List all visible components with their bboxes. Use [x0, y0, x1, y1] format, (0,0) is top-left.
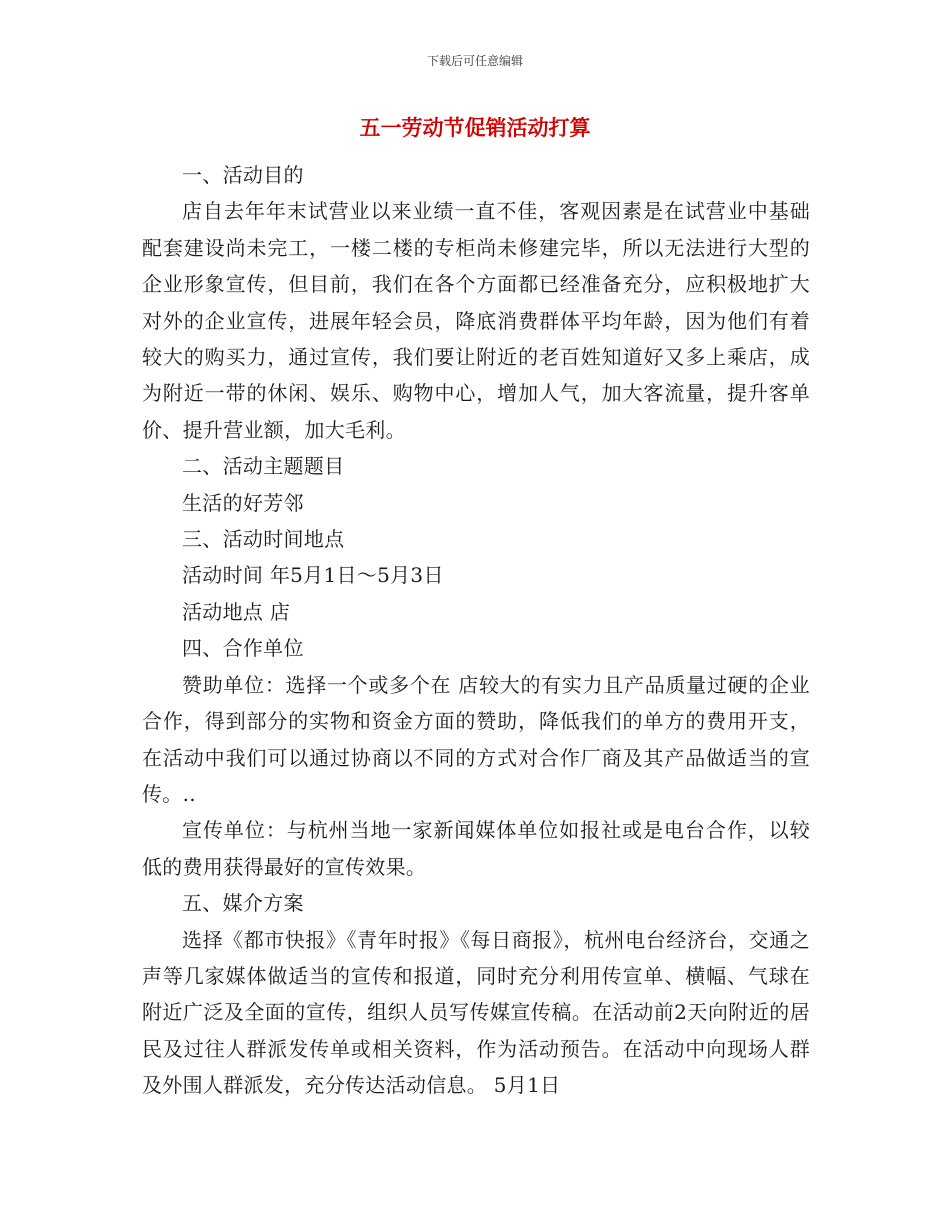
page-header-note: 下载后可任意编辑	[426, 54, 523, 68]
section-heading-media-plan: 五、媒介方案	[182, 891, 304, 916]
section-heading-partners: 四、合作单位	[182, 636, 304, 661]
paragraph-place: 活动地点 店	[182, 599, 291, 624]
section-heading-theme: 二、活动主题题目	[182, 454, 345, 479]
paragraph-media-plan: 选择《都市快报》《青年时报》《每日商报》，杭州电台经济台，交通之声等几家媒体做适当的宣传和报道，同时充分利用传宣单、横幅、气球在附近广泛及全面的宣传，组织人员写传媒宣传稿。在活动前2天向附近的居民及过往人群派发传单或相关资料，作为活动预告。在活动中向现场人群及外围人群派发，充分传达活动信息。 5月1日	[142, 927, 810, 1098]
paragraph-media-partners: 宣传单位：与杭州当地一家新闻媒体单位如报社或是电台合作，以较低的费用获得最好的宣传效果。	[142, 818, 810, 879]
paragraph-time: 活动时间 年5月1日～5月3日	[182, 563, 444, 588]
paragraph-sponsors: 赞助单位：选择一个或多个在 店较大的有实力且产品质量过硬的企业合作，得到部分的实物和资金方面的赞助，降低我们的单方的费用开支，在活动中我们可以通过协商以不同的方式对合作厂商及其产品做适当的宣传。..	[142, 672, 810, 806]
section-heading-purpose: 一、活动目的	[182, 163, 304, 187]
section-heading-time-place: 三、活动时间地点	[182, 527, 345, 552]
paragraph-theme: 生活的好芳邻	[182, 490, 304, 515]
document-body	[142, 157, 810, 1104]
document-title: 五一劳动节促销活动打算	[359, 116, 591, 140]
paragraph-purpose: 店自去年年末试营业以来业绩一直不佳，客观因素是在试营业中基础配套建设尚未完工，一楼二楼的专柜尚未修建完毕，所以无法进行大型的企业形象宣传，但目前，我们在各个方面都已经准备充分，应积极地扩大对外的企业宣传，进展年轻会员，降底消费群体平均年龄，因为他们有着较大的购买力，通过宣传，我们要让附近的老百姓知道好又多上乘店，成为附近一带的休闲、娱乐、购物中心，增加人气，加大客流量，提升客单价、提升营业额，加大毛利。	[142, 199, 810, 442]
